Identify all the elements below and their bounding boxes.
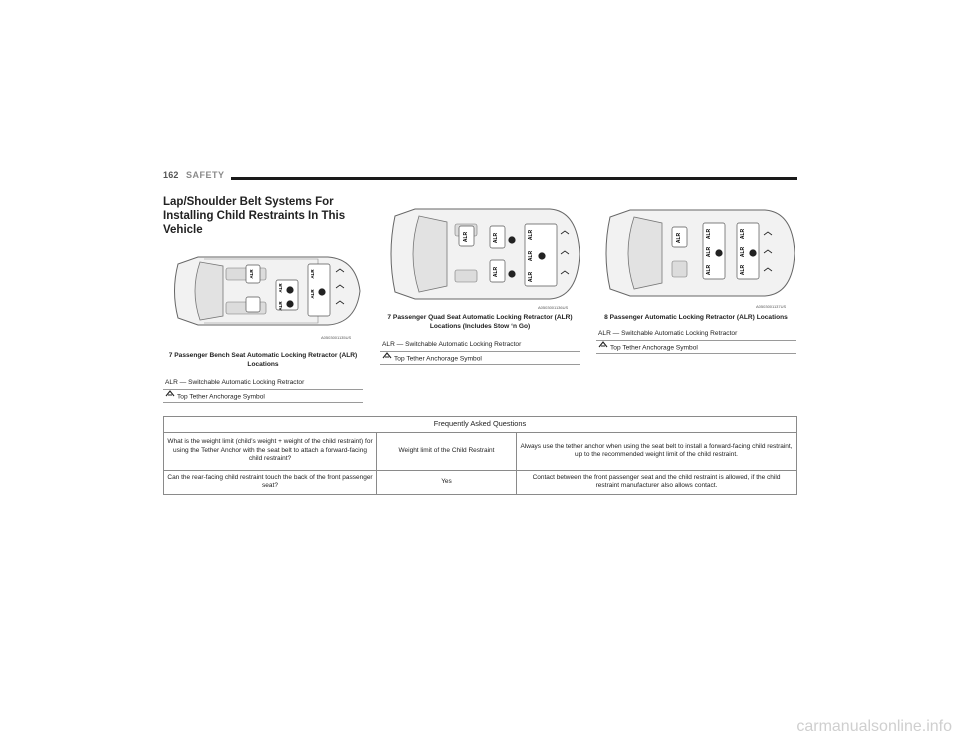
seat-label: ALR xyxy=(278,301,283,311)
seat-label: ALR xyxy=(740,264,746,276)
seat-label: ALR xyxy=(740,228,746,240)
vehicle-diagram-quad xyxy=(385,202,580,307)
faq-detail: Contact between the front passenger seat and the child restraint is allowed, if the child restraint manufacturer also allows contact. xyxy=(517,470,797,494)
figure-legend xyxy=(163,377,363,403)
footer-watermark xyxy=(710,708,960,742)
seat-label: ALR xyxy=(463,231,469,243)
seat-label: ALR xyxy=(493,232,499,244)
figure-code: A0503001137US xyxy=(756,304,787,309)
figure-caption: 7 Passenger Bench Seat Automatic Locking Retractor (ALR) Locations xyxy=(168,352,358,368)
page-number: 162 xyxy=(163,170,179,180)
seat-label: ALR xyxy=(676,232,682,244)
legend-row: Top Tether Anchorage Symbol xyxy=(596,341,796,354)
legend-row: Top Tether Anchorage Symbol xyxy=(380,352,580,365)
figure-7-passenger-quad xyxy=(385,202,580,310)
header-rule xyxy=(231,177,797,180)
section-name: SAFETY xyxy=(186,170,225,180)
seat-label: ALR xyxy=(528,229,534,241)
figure-legend xyxy=(380,339,580,365)
seat-label: ALR xyxy=(310,269,315,279)
faq-table xyxy=(163,416,797,495)
section-title: Lap/Shoulder Belt Systems For Installing Child Restraints In This Vehicle xyxy=(163,196,346,236)
tether-anchor-icon xyxy=(165,390,177,403)
legend-row: Top Tether Anchorage Symbol xyxy=(163,390,363,403)
seat-label: ALR xyxy=(528,271,534,283)
seat-label: ALR xyxy=(706,264,712,276)
faq-answer: Yes xyxy=(377,470,517,494)
figure-caption: 8 Passenger Automatic Locking Retractor (ALR) Locations xyxy=(604,314,788,321)
figure-legend xyxy=(596,328,796,354)
seat-label: ALR xyxy=(706,246,712,258)
tether-anchor-icon xyxy=(598,341,610,354)
faq-question: What is the weight limit (child’s weight + weight of the child restraint) for using the Tether Anchor with the seat belt to attach a forward-facing child restraint? xyxy=(164,432,377,470)
figure-code: A0503001136US xyxy=(538,305,569,310)
faq-header-row xyxy=(164,417,797,433)
table-row xyxy=(164,432,797,470)
figure-caption: 7 Passenger Quad Seat Automatic Locking Retractor (ALR) Locations (Includes Stow ‘n Go) xyxy=(387,314,573,330)
seat-label: ALR xyxy=(310,289,315,299)
figure-8-passenger xyxy=(600,203,795,309)
vehicle-diagram-8-passenger xyxy=(600,203,795,303)
faq-title: Frequently Asked Questions xyxy=(164,417,797,433)
table-row xyxy=(164,470,797,494)
legend-row: ALR — Switchable Automatic Locking Retractor xyxy=(596,328,796,341)
seat-label: ALR xyxy=(278,283,283,293)
legend-row: ALR — Switchable Automatic Locking Retractor xyxy=(380,339,580,352)
page-header xyxy=(163,170,797,184)
watermark-text: carmanualsonline.info xyxy=(796,718,952,735)
seat-label: ALR xyxy=(249,269,254,279)
vehicle-diagram-bench xyxy=(168,250,363,332)
seat-label: ALR xyxy=(740,246,746,258)
figure-code: A0503001135US xyxy=(321,335,352,340)
seat-label: ALR xyxy=(493,266,499,278)
seat-label: ALR xyxy=(706,228,712,240)
faq-answer: Weight limit of the Child Restraint xyxy=(377,432,517,470)
figure-7-passenger-bench xyxy=(168,250,363,340)
faq-detail: Always use the tether anchor when using the seat belt to install a forward-facing child restraint, up to the recommended weight limit of the child restraint. xyxy=(517,432,797,470)
tether-anchor-icon xyxy=(382,352,394,365)
legend-row: ALR — Switchable Automatic Locking Retractor xyxy=(163,377,363,390)
faq-question: Can the rear-facing child restraint touch the back of the front passenger seat? xyxy=(164,470,377,494)
seat-label: ALR xyxy=(528,250,534,262)
